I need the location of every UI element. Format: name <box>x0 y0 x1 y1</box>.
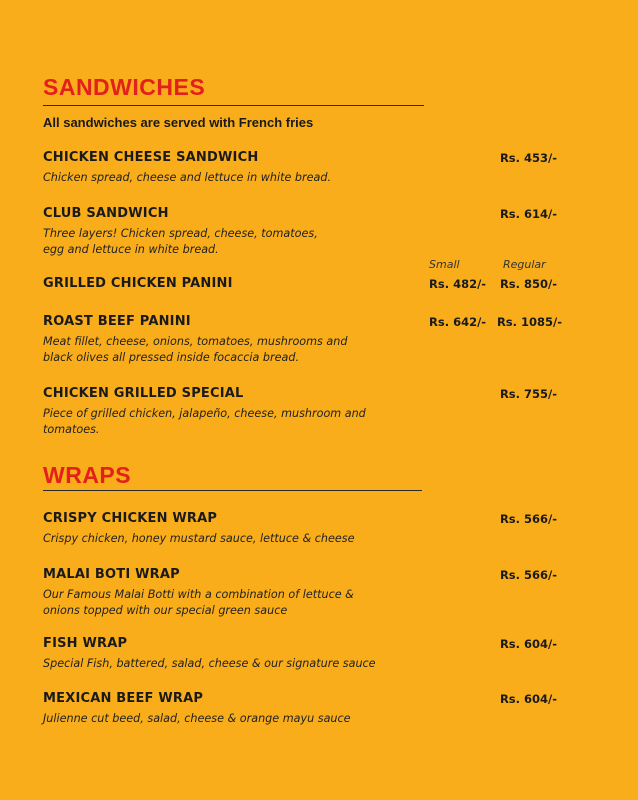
section-title-sandwiches: SANDWICHES <box>43 74 206 100</box>
item-price: Rs. 614/- <box>499 207 557 221</box>
menu-item <box>43 566 603 619</box>
menu-item <box>43 635 603 672</box>
item-name: ROAST BEEF PANINI <box>43 314 191 329</box>
item-description: Crispy chicken, honey mustard sauce, lettuce & cheese <box>43 532 355 545</box>
menu-item <box>43 385 603 438</box>
item-name: CHICKEN GRILLED SPECIAL <box>43 386 244 401</box>
item-price: Rs. 566/- <box>499 568 557 582</box>
size-label-small: Small <box>429 258 460 271</box>
item-price: Rs. 755/- <box>499 387 557 401</box>
item-description: Three layers! Chicken spread, cheese, tomatoes, egg and lettuce in white bread. <box>43 227 318 256</box>
item-description: Chicken spread, cheese and lettuce in white bread. <box>43 171 332 184</box>
menu-item <box>43 510 603 547</box>
item-description: Our Famous Malai Botti with a combination of lettuce & onions topped with our special green sauce <box>43 588 354 617</box>
menu-item <box>43 690 603 727</box>
section-title-wraps: WRAPS <box>43 462 132 488</box>
item-name: FISH WRAP <box>43 636 128 651</box>
item-price: Rs. 604/- <box>499 692 557 706</box>
section-divider <box>43 105 424 106</box>
size-label-regular: Regular <box>503 258 546 271</box>
item-price-regular: Rs. 850/- <box>499 277 557 291</box>
item-name: CRISPY CHICKEN WRAP <box>43 511 218 526</box>
item-name: GRILLED CHICKEN PANINI <box>43 276 233 291</box>
item-name: CLUB SANDWICH <box>43 206 169 221</box>
item-price: Rs. 566/- <box>499 512 557 526</box>
item-name: CHICKEN CHEESE SANDWICH <box>43 150 259 165</box>
menu-item <box>43 313 603 366</box>
menu-item <box>43 275 603 293</box>
item-price-regular: Rs. 1085/- <box>496 315 562 329</box>
item-description: Piece of grilled chicken, jalapeño, cheese, mushroom and tomatoes. <box>43 407 366 436</box>
item-name: MEXICAN BEEF WRAP <box>43 691 204 706</box>
section-divider <box>43 490 422 491</box>
item-price-small: Rs. 482/- <box>429 277 487 291</box>
sandwiches-note: All sandwiches are served with French fries <box>43 115 314 130</box>
item-price: Rs. 604/- <box>499 637 557 651</box>
menu-item <box>43 205 603 258</box>
item-description: Meat fillet, cheese, onions, tomatoes, mushrooms and black olives all pressed inside focaccia bread. <box>43 335 348 364</box>
item-name: MALAI BOTI WRAP <box>43 567 180 582</box>
item-price-small: Rs. 642/- <box>429 315 487 329</box>
menu-item <box>43 149 603 186</box>
item-description: Special Fish, battered, salad, cheese & our signature sauce <box>43 657 376 670</box>
item-description: Julienne cut beed, salad, cheese & orange mayu sauce <box>43 712 351 725</box>
item-price: Rs. 453/- <box>499 151 557 165</box>
